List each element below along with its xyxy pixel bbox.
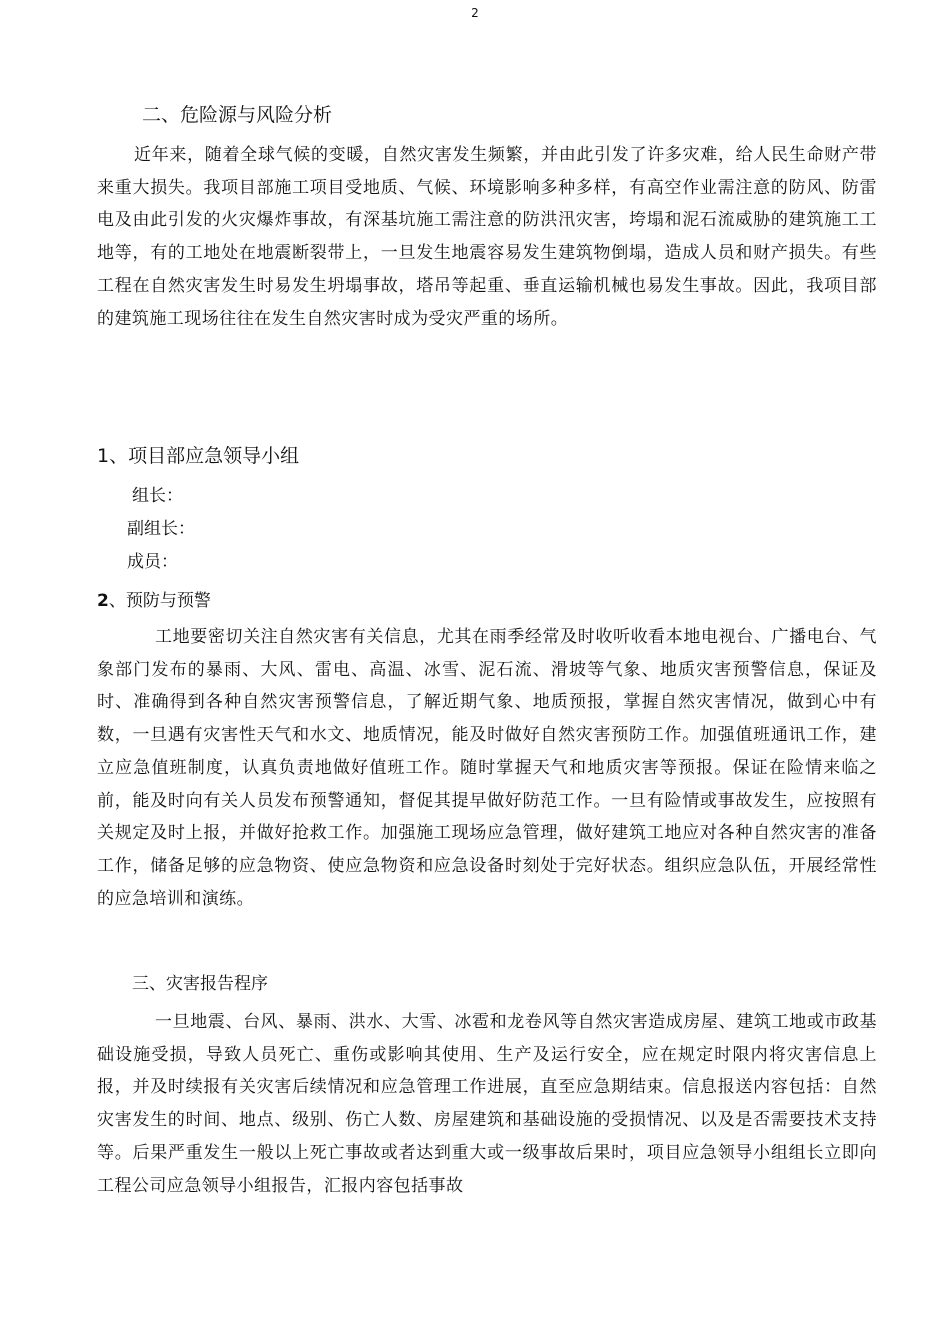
leader-label: 组长： [132, 486, 183, 506]
section-title: 、预防与预警 [108, 591, 211, 611]
section-heading-report: 三、灾害报告程序 [132, 974, 268, 994]
section-heading-hazard: 二、危险源与风险分析 [142, 104, 333, 126]
paragraph-report: 一旦地震、台风、暴雨、洪水、大雪、冰雹和龙卷风等自然灾害造成房屋、建筑工地或市政基础设施受损，导致人员死亡、重伤或影响其使用、生产及运行安全，应在规定时限内将灾害信息上报，并及时续报有关灾害后续情况和应急管理工作进展，直至应急期结束。信息报送内容包括：自然灾害发生的时间、地点、级别、伤亡人数、房屋建筑和基础设施的受损情况、以及是否需要技术支持等。后果严重发生一般以上死亡事故或者达到重大或一级事故后果时，项目应急领导小组组长立即向工程公司应急领导小组报告，汇报内容包括事故 [97, 1012, 877, 1196]
section-number: 2 [97, 591, 109, 611]
paragraph-prevention: 工地要密切关注自然灾害有关信息，尤其在雨季经常及时收听收看本地电视台、广播电台、气象部门发布的暴雨、大风、雷电、高温、冰雪、泥石流、滑坡等气象、地质灾害预警信息，保证及时、准确得到各种自然灾害预警信息，了解近期气象、地质预报，掌握自然灾害情况，做到心中有数，一旦遇有灾害性天气和水文、地质情况，能及时做好自然灾害预防工作。加强值班通讯工作，建立应急值班制度，认真负责地做好值班工作。随时掌握天气和地质灾害等预报。保证在险情来临之前，能及时向有关人员发布预警通知，督促其提早做好防范工作。一旦有险情或事故发生，应按照有关规定及时上报，并做好抢救工作。加强施工现场应急管理，做好建筑工地应对各种自然灾害的准备工作，储备足够的应急物资、使应急物资和应急设备时刻处于完好状态。组织应急队伍，开展经常性的应急培训和演练。 [97, 627, 877, 909]
deputy-leader-label: 副组长： [127, 519, 195, 539]
page-number: 2 [471, 6, 479, 20]
section-heading-leadership: 1、项目部应急领导小组 [97, 445, 300, 467]
paragraph-hazard: 近年来，随着全球气候的变暖，自然灾害发生频繁，并由此引发了许多灾难，给人民生命财产带来重大损失。我项目部施工项目受地质、气候、环境影响多种多样，有高空作业需注意的防风、防雷电及由此引发的火灾爆炸事故，有深基坑施工需注意的防洪汛灾害，垮塌和泥石流威胁的建筑施工工地等，有的工地处在地震断裂带上，一旦发生地震容易发生建筑物倒塌，造成人员和财产损失。有些工程在自然灾害发生时易发生坍塌事故，塔吊等起重、垂直运输机械也易发生事故。因此，我项目部的建筑施工现场往往在发生自然灾害时成为受灾严重的场所。 [97, 145, 877, 329]
section-heading-prevention [97, 590, 211, 612]
members-label: 成员： [127, 552, 178, 572]
